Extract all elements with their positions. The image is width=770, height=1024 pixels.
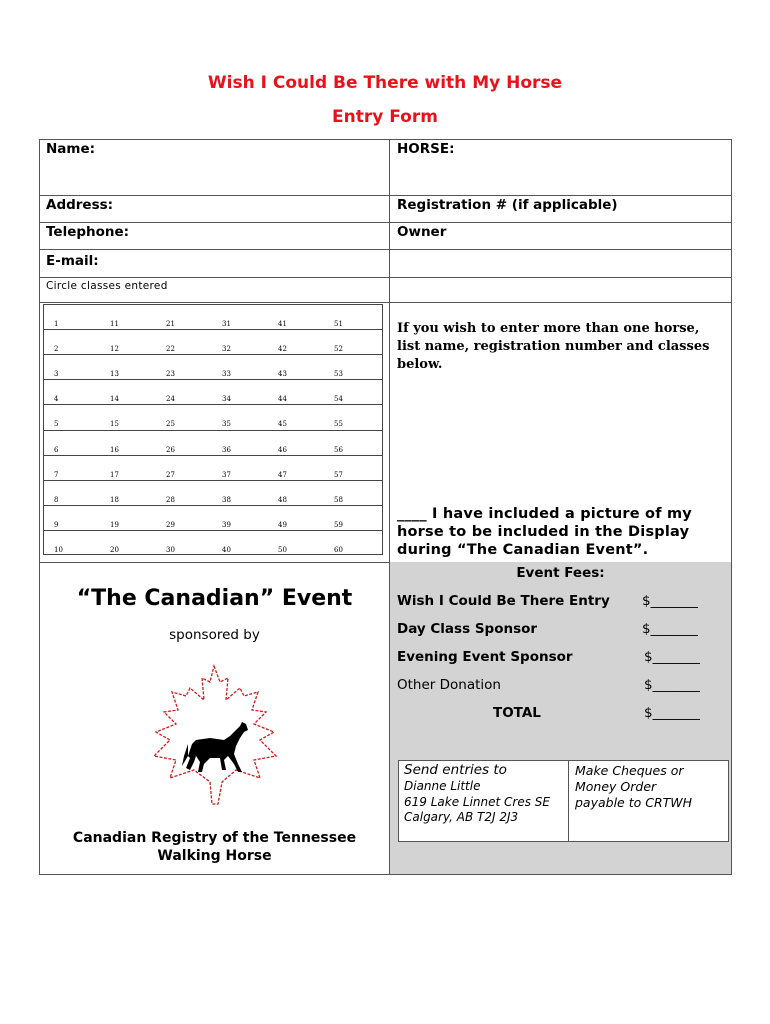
- picture-note-line1: I have included a picture of my: [426, 506, 692, 522]
- grid-row-divider: [44, 430, 382, 431]
- circle-classes-label: Circle classes entered: [46, 280, 168, 292]
- class-number-39[interactable]: 39: [222, 521, 231, 529]
- class-number-36[interactable]: 36: [222, 446, 231, 454]
- form-subtitle: Entry Form: [332, 107, 438, 127]
- class-number-52[interactable]: 52: [334, 345, 343, 353]
- send-line1: Dianne Little: [404, 779, 481, 793]
- fee-amount-donation[interactable]: $_______: [644, 677, 700, 693]
- cheques-line3: payable to CRTWH: [575, 795, 693, 810]
- class-number-54[interactable]: 54: [334, 395, 343, 403]
- class-number-51[interactable]: 51: [334, 320, 343, 328]
- fee-total-label: TOTAL: [493, 705, 541, 721]
- class-number-1[interactable]: 1: [54, 320, 59, 328]
- class-number-10[interactable]: 10: [54, 546, 63, 554]
- fee-label-donation: Other Donation: [397, 677, 501, 693]
- class-number-53[interactable]: 53: [334, 370, 343, 378]
- sponsored-by: sponsored by: [169, 627, 260, 643]
- class-number-29[interactable]: 29: [166, 521, 175, 529]
- fee-amount-day-class[interactable]: $_______: [642, 621, 698, 637]
- fee-amount-entry[interactable]: $_______: [642, 593, 698, 609]
- class-grid: [43, 304, 383, 555]
- row-divider: [39, 195, 732, 196]
- class-number-23[interactable]: 23: [166, 370, 175, 378]
- sponsor-org-line1: Canadian Registry of the Tennessee: [72, 830, 357, 846]
- fee-total-amount[interactable]: $_______: [644, 705, 700, 721]
- sponsor-organization: [40, 829, 389, 865]
- class-number-18[interactable]: 18: [110, 496, 119, 504]
- class-number-59[interactable]: 59: [334, 521, 343, 529]
- class-number-37[interactable]: 37: [222, 471, 231, 479]
- class-number-60[interactable]: 60: [334, 546, 343, 554]
- class-number-3[interactable]: 3: [54, 370, 59, 378]
- picture-note-line3: during “The Canadian Event”.: [397, 542, 649, 558]
- fee-amount-evening[interactable]: $_______: [644, 649, 700, 665]
- class-number-13[interactable]: 13: [110, 370, 119, 378]
- row-divider: [39, 249, 732, 250]
- class-number-19[interactable]: 19: [110, 521, 119, 529]
- send-line3: Calgary, AB T2J 2J3: [404, 810, 519, 824]
- registration-field[interactable]: Registration # (if applicable): [397, 197, 618, 213]
- class-number-33[interactable]: 33: [222, 370, 231, 378]
- class-number-47[interactable]: 47: [278, 471, 287, 479]
- class-number-43[interactable]: 43: [278, 370, 287, 378]
- class-number-50[interactable]: 50: [278, 546, 287, 554]
- class-number-12[interactable]: 12: [110, 345, 119, 353]
- telephone-field[interactable]: Telephone:: [46, 224, 130, 240]
- class-number-42[interactable]: 42: [278, 345, 287, 353]
- class-number-22[interactable]: 22: [166, 345, 175, 353]
- class-number-2[interactable]: 2: [54, 345, 59, 353]
- grid-row-divider: [44, 379, 382, 380]
- grid-row-divider: [44, 480, 382, 481]
- class-number-5[interactable]: 5: [54, 420, 59, 428]
- sponsor-org-line2: Walking Horse: [157, 848, 272, 864]
- class-number-57[interactable]: 57: [334, 471, 343, 479]
- event-fees-heading: Event Fees:: [516, 565, 605, 581]
- picture-checkbox-blank[interactable]: ____: [397, 506, 427, 522]
- class-number-4[interactable]: 4: [54, 395, 59, 403]
- event-title: “The Canadian” Event: [76, 586, 353, 611]
- class-number-46[interactable]: 46: [278, 446, 287, 454]
- form-title: Wish I Could Be There with My Horse: [207, 73, 563, 93]
- class-number-11[interactable]: 11: [110, 320, 119, 328]
- class-number-16[interactable]: 16: [110, 446, 119, 454]
- multi-horse-note: If you wish to enter more than one horse, list name, registration number and classes below.: [397, 321, 710, 372]
- class-number-24[interactable]: 24: [166, 395, 175, 403]
- send-line2: 619 Lake Linnet Cres SE: [404, 795, 550, 809]
- class-number-30[interactable]: 30: [166, 546, 175, 554]
- class-number-44[interactable]: 44: [278, 395, 287, 403]
- horse-field[interactable]: HORSE:: [397, 141, 455, 157]
- row-divider: [39, 222, 732, 223]
- grid-row-divider: [44, 455, 382, 456]
- class-number-45[interactable]: 45: [278, 420, 287, 428]
- class-number-49[interactable]: 49: [278, 521, 287, 529]
- class-number-32[interactable]: 32: [222, 345, 231, 353]
- send-box-divider: [568, 760, 569, 842]
- class-number-35[interactable]: 35: [222, 420, 231, 428]
- class-number-8[interactable]: 8: [54, 496, 59, 504]
- class-number-25[interactable]: 25: [166, 420, 175, 428]
- grid-row-divider: [44, 404, 382, 405]
- row-divider: [39, 277, 732, 278]
- fee-label-evening: Evening Event Sponsor: [397, 649, 573, 665]
- class-number-9[interactable]: 9: [54, 521, 59, 529]
- class-number-48[interactable]: 48: [278, 496, 287, 504]
- send-heading: Send entries to: [404, 762, 507, 778]
- name-field[interactable]: Name:: [46, 141, 96, 157]
- fee-label-entry: Wish I Could Be There Entry: [397, 593, 610, 609]
- grid-row-divider: [44, 329, 382, 330]
- class-number-14[interactable]: 14: [110, 395, 119, 403]
- class-number-7[interactable]: 7: [54, 471, 59, 479]
- cheques-line1: Make Cheques or: [575, 763, 684, 778]
- class-number-17[interactable]: 17: [110, 471, 119, 479]
- class-number-41[interactable]: 41: [278, 320, 287, 328]
- row-divider: [39, 302, 732, 303]
- class-number-56[interactable]: 56: [334, 446, 343, 454]
- grid-row-divider: [44, 354, 382, 355]
- grid-row-divider: [44, 530, 382, 531]
- class-number-34[interactable]: 34: [222, 395, 231, 403]
- picture-note: [397, 505, 727, 559]
- owner-field[interactable]: Owner: [397, 224, 447, 240]
- class-number-15[interactable]: 15: [110, 420, 119, 428]
- class-number-58[interactable]: 58: [334, 496, 343, 504]
- class-number-20[interactable]: 20: [110, 546, 119, 554]
- fee-label-day-class: Day Class Sponsor: [397, 621, 538, 637]
- grid-row-divider: [44, 505, 382, 506]
- class-number-26[interactable]: 26: [166, 446, 175, 454]
- email-field[interactable]: E-mail:: [46, 253, 99, 269]
- maple-leaf-outline: [154, 666, 276, 804]
- class-number-28[interactable]: 28: [166, 496, 175, 504]
- address-field[interactable]: Address:: [46, 197, 114, 213]
- class-number-31[interactable]: 31: [222, 320, 231, 328]
- class-number-38[interactable]: 38: [222, 496, 231, 504]
- cheques-line2: Money Order: [575, 779, 657, 794]
- class-number-55[interactable]: 55: [334, 420, 343, 428]
- picture-note-line2: horse to be included in the Display: [397, 524, 690, 540]
- class-number-21[interactable]: 21: [166, 320, 175, 328]
- class-number-40[interactable]: 40: [222, 546, 231, 554]
- class-number-6[interactable]: 6: [54, 446, 59, 454]
- class-number-27[interactable]: 27: [166, 471, 175, 479]
- maple-leaf-horse-logo: [150, 660, 280, 810]
